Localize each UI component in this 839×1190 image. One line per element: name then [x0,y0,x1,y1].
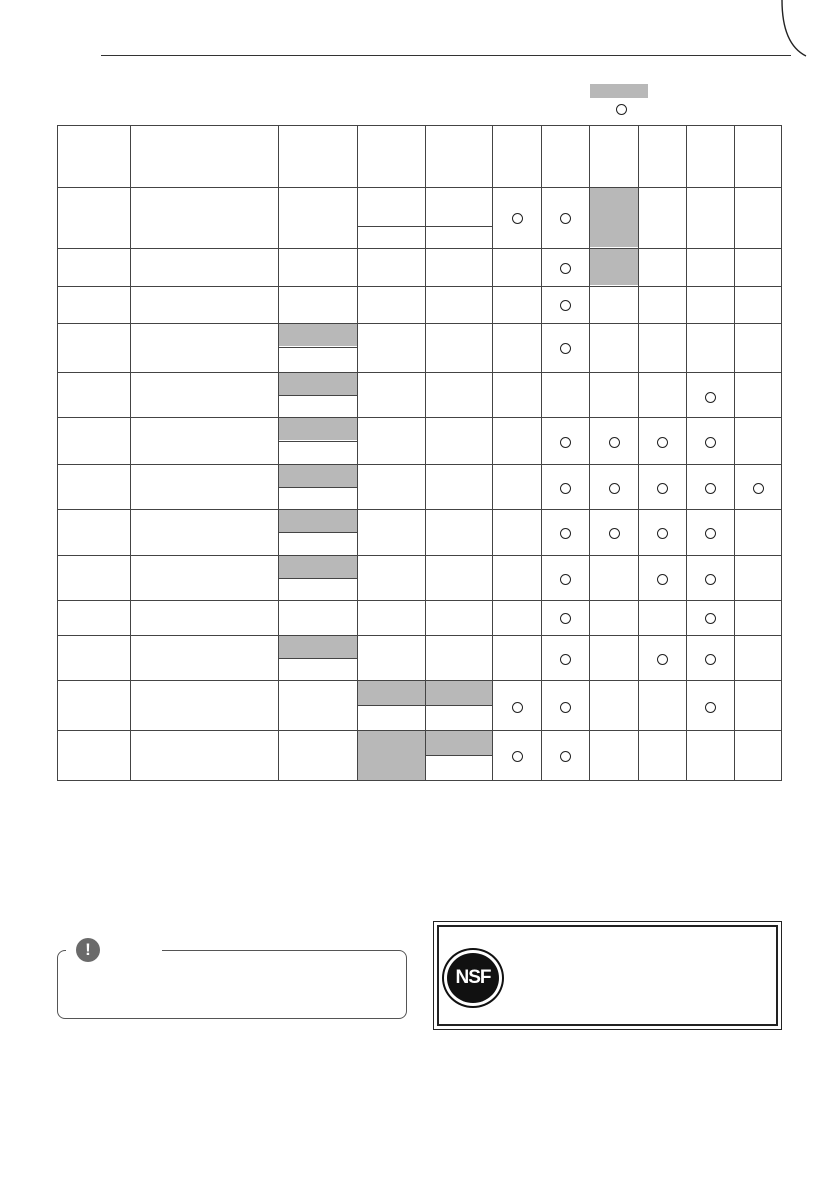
circle-mark-icon [657,528,668,539]
shaded-cell [590,248,638,285]
circle-mark-icon [705,483,716,494]
shaded-cell [590,187,638,247]
circle-mark-icon [705,437,716,448]
shaded-cell [279,418,357,440]
circle-mark-icon [560,300,571,311]
circle-mark-icon [705,702,716,713]
shaded-cell [279,324,357,346]
circle-mark-icon [560,483,571,494]
circle-mark-icon [705,574,716,585]
circle-mark-icon [560,613,571,624]
circle-mark-icon [705,613,716,624]
note-box [57,950,407,1019]
circle-mark-icon [705,392,716,403]
circle-mark-icon [560,263,571,274]
shaded-cell [279,556,357,578]
circle-mark-icon [512,751,523,762]
circle-mark-icon [560,702,571,713]
circle-mark-icon [560,343,571,354]
circle-mark-icon [657,437,668,448]
circle-mark-icon [657,654,668,665]
circle-mark-icon [705,654,716,665]
exclamation-icon: ! [76,938,100,962]
circle-mark-icon [753,483,764,494]
circle-mark-icon [560,751,571,762]
circle-mark-icon [560,574,571,585]
shaded-cell [279,510,357,532]
shaded-cell [279,636,357,658]
circle-mark-icon [657,574,668,585]
shaded-cell [279,373,357,395]
circle-mark-icon [512,213,523,224]
circle-mark-icon [560,654,571,665]
circle-mark-icon [609,483,620,494]
shaded-cell [426,731,492,755]
shaded-cell [358,731,425,781]
circle-mark-icon [705,528,716,539]
circle-mark-icon [657,483,668,494]
circle-mark-icon [609,528,620,539]
circle-mark-icon [609,437,620,448]
circle-mark-icon [512,702,523,713]
shaded-cell [279,465,357,487]
circle-mark-icon [560,528,571,539]
circle-mark-icon [560,437,571,448]
nsf-logo-text: NSF [447,953,499,1003]
nsf-logo [442,948,504,1008]
circle-mark-icon [560,213,571,224]
